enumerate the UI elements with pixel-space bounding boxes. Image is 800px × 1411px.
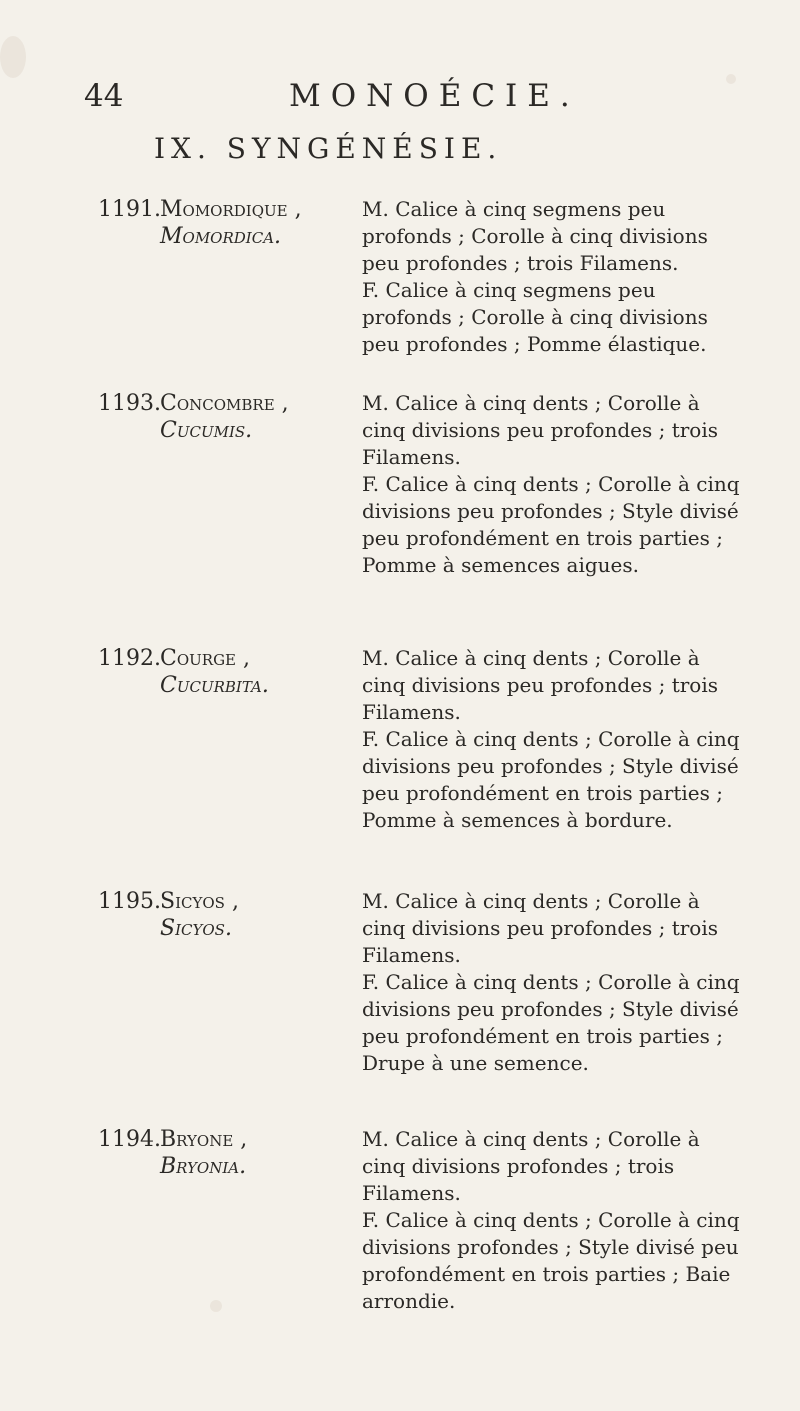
female-description: F. Calice à cinq dents ; Corolle à cinq divisions peu profondes ; Style divisé peu profondément en trois parties ; Pomme à semences aigues.: [362, 472, 740, 577]
entry-description: [362, 1126, 748, 1315]
page-header: [84, 78, 716, 114]
female-description: F. Calice à cinq segmens peu profonds ; Corolle à cinq divisions peu profondes ; Pomme élastique.: [362, 278, 708, 356]
latin-name: Bryonia.: [160, 1154, 247, 1179]
entry-heading: [98, 1126, 323, 1180]
female-description: F. Calice à cinq dents ; Corolle à cinq divisions peu profondes ; Style divisé peu profondément en trois parties ; Pomme à semences à bordure.: [362, 727, 740, 832]
female-description: F. Calice à cinq dents ; Corolle à cinq divisions peu profondes ; Style divisé peu profondément en trois parties ; Drupe à une semence.: [362, 970, 740, 1075]
common-name: Bryone ,: [160, 1127, 248, 1152]
section-title: IX. SYNGÉNÉSIE.: [154, 132, 503, 165]
species-entry: [98, 196, 748, 386]
common-name: Sicyos ,: [160, 889, 239, 914]
female-description: F. Calice à cinq dents ; Corolle à cinq divisions profondes ; Style divisé peu profondément en trois parties ; Baie arrondie.: [362, 1208, 740, 1313]
male-description: M. Calice à cinq dents ; Corolle à cinq divisions profondes ; trois Filamens.: [362, 1127, 700, 1205]
entry-description: [362, 888, 748, 1077]
entry-number: 1194.: [98, 1127, 161, 1152]
entry-heading: [98, 888, 323, 942]
latin-name: Momordica.: [160, 224, 282, 249]
entry-heading: [98, 196, 323, 250]
running-title: MONOÉCIE.: [289, 78, 580, 114]
entry-description: [362, 196, 748, 358]
entry-heading: [98, 390, 323, 444]
common-name: Courge ,: [160, 646, 250, 671]
entry-number: 1191.: [98, 197, 161, 222]
entry-number: 1192.: [98, 646, 161, 671]
species-entry: [98, 1126, 748, 1326]
latin-name: Sicyos.: [160, 916, 232, 941]
male-description: M. Calice à cinq dents ; Corolle à cinq divisions peu profondes ; trois Filamens.: [362, 889, 718, 967]
latin-name: Cucurbita.: [160, 673, 269, 698]
common-name: Concombre ,: [160, 391, 289, 416]
male-description: M. Calice à cinq segmens peu profonds ; Corolle à cinq divisions peu profondes ; trois Filamens.: [362, 197, 708, 275]
species-entry: [98, 390, 748, 625]
entry-description: [362, 645, 748, 834]
latin-name: Cucumis.: [160, 418, 253, 443]
entry-heading: [98, 645, 323, 699]
common-name: Momordique ,: [160, 197, 302, 222]
species-entry: [98, 645, 748, 867]
entry-number: 1193.: [98, 391, 161, 416]
species-entry: [98, 888, 748, 1103]
male-description: M. Calice à cinq dents ; Corolle à cinq divisions peu profondes ; trois Filamens.: [362, 391, 718, 469]
male-description: M. Calice à cinq dents ; Corolle à cinq divisions peu profondes ; trois Filamens.: [362, 646, 718, 724]
paper-stain: [0, 36, 26, 78]
paper-stain: [726, 74, 736, 84]
page-number: 44: [84, 78, 124, 114]
entry-description: [362, 390, 748, 579]
entry-number: 1195.: [98, 889, 161, 914]
